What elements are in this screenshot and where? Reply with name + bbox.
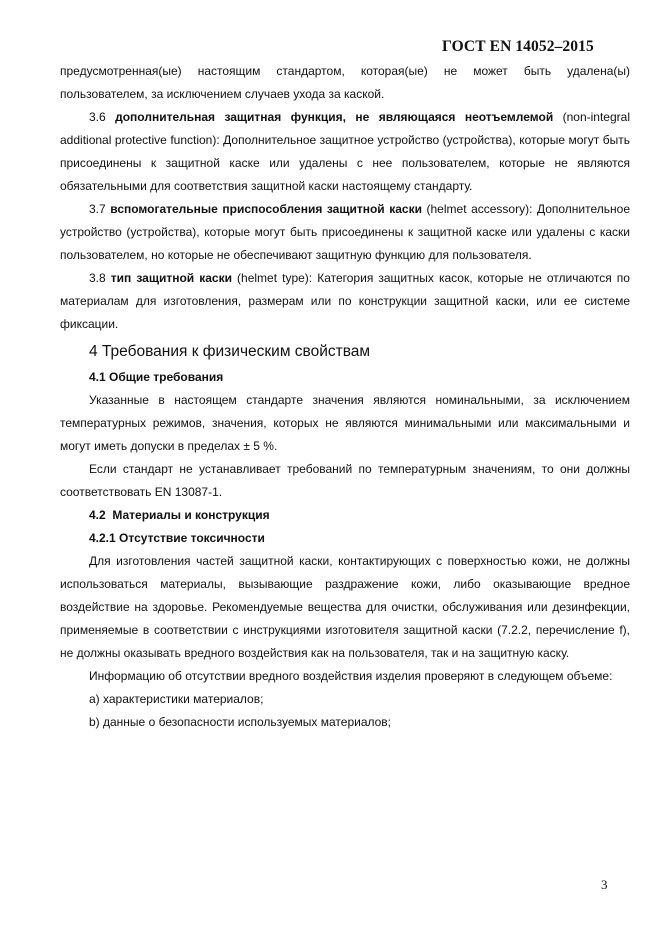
definition-3-7 bbox=[60, 198, 630, 267]
section-heading-4: 4 Требования к физическим свойствам bbox=[89, 343, 371, 360]
definition-term: вспомогательные приспособления защитной каски bbox=[110, 202, 422, 216]
definition-number: 3.6 bbox=[89, 110, 106, 124]
continued-paragraph: предусмотренная(ые) настоящим стандартом, которая(ые) не может быть удалена(ы) пользователем, за исключением случаев ухода за каской. bbox=[60, 64, 630, 101]
page-number: 3 bbox=[601, 877, 608, 892]
definition-3-6 bbox=[60, 106, 630, 198]
definition-number: 3.7 bbox=[89, 202, 106, 216]
paragraph-4-2-1-a: Для изготовления частей защитной каски, контактирующих с поверхностью кожи, не должны использоваться материалы, вызывающие раздражение кожи, либо оказывающие вредное воздействие на здоровье. Рекомендуемые вещества для очистки, обслуживания или дезинфекции, применяемые в соответствии с инструкциями изготовителя защитной каски (7.2.2, перечисление f), не должны оказывать вредного воздействия как на пользователя, так и на защитную каску. bbox=[60, 554, 630, 660]
paragraph-4-2-1-b: Информацию об отсутствии вредного воздействия изделия проверяют в следующем объеме: bbox=[89, 669, 613, 683]
definition-term: дополнительная защитная функция, не являющаяся неотъемлемой bbox=[115, 110, 554, 124]
definition-text: (non-integral additional protective function): Дополнительное защитное устройство (устройства), которые могут быть присоединены к защитной каске или удалены с нее пользователем, которые не являются обязательными для соответствия защитной каски настоящему стандарту. bbox=[60, 110, 630, 193]
list-item: b) данные о безопасности используемых материалов; bbox=[89, 715, 392, 729]
document-header: ГОСТ EN 14052–2015 bbox=[442, 38, 594, 55]
definition-text: (helmet accessory): Дополнительное устройство (устройства), которые могут быть присоединены к защитной каске или удалены с каски пользователем, но которые не обеспечивают защитную функцию для пользователя. bbox=[60, 202, 630, 262]
subsection-title: Материалы и конструкция bbox=[112, 508, 270, 522]
subsection-number: 4.2.1 bbox=[89, 531, 116, 545]
definition-3-8 bbox=[60, 267, 630, 336]
paragraph-4-1-a: Указанные в настоящем стандарте значения являются номинальными, за исключением температурных режимов, значения, которых не являются минимальными или максимальными и могут иметь допуски в пределах ± 5 %. bbox=[60, 393, 630, 453]
subsection-heading-4-2-1 bbox=[60, 527, 630, 550]
definition-term: тип защитной каски bbox=[110, 271, 232, 285]
subsection-heading-4-1: 4.1 Общие требования bbox=[89, 370, 224, 384]
document-body bbox=[60, 60, 630, 734]
definition-number: 3.8 bbox=[89, 271, 106, 285]
subsection-title: Отсутствие токсичности bbox=[119, 531, 265, 545]
definition-text: (helmet type): Категория защитных касок, которые не отличаются по материалам для изготовления, размерам или по конструкции защитной каски, или ее системе фиксации. bbox=[60, 271, 630, 331]
list-item: а) характеристики материалов; bbox=[89, 692, 264, 706]
subsection-heading-4-2 bbox=[60, 504, 630, 527]
subsection-number: 4.2 bbox=[89, 508, 106, 522]
paragraph-4-1-b: Если стандарт не устанавливает требований по температурным значениям, то они должны соответствовать EN 13087-1. bbox=[60, 462, 630, 499]
